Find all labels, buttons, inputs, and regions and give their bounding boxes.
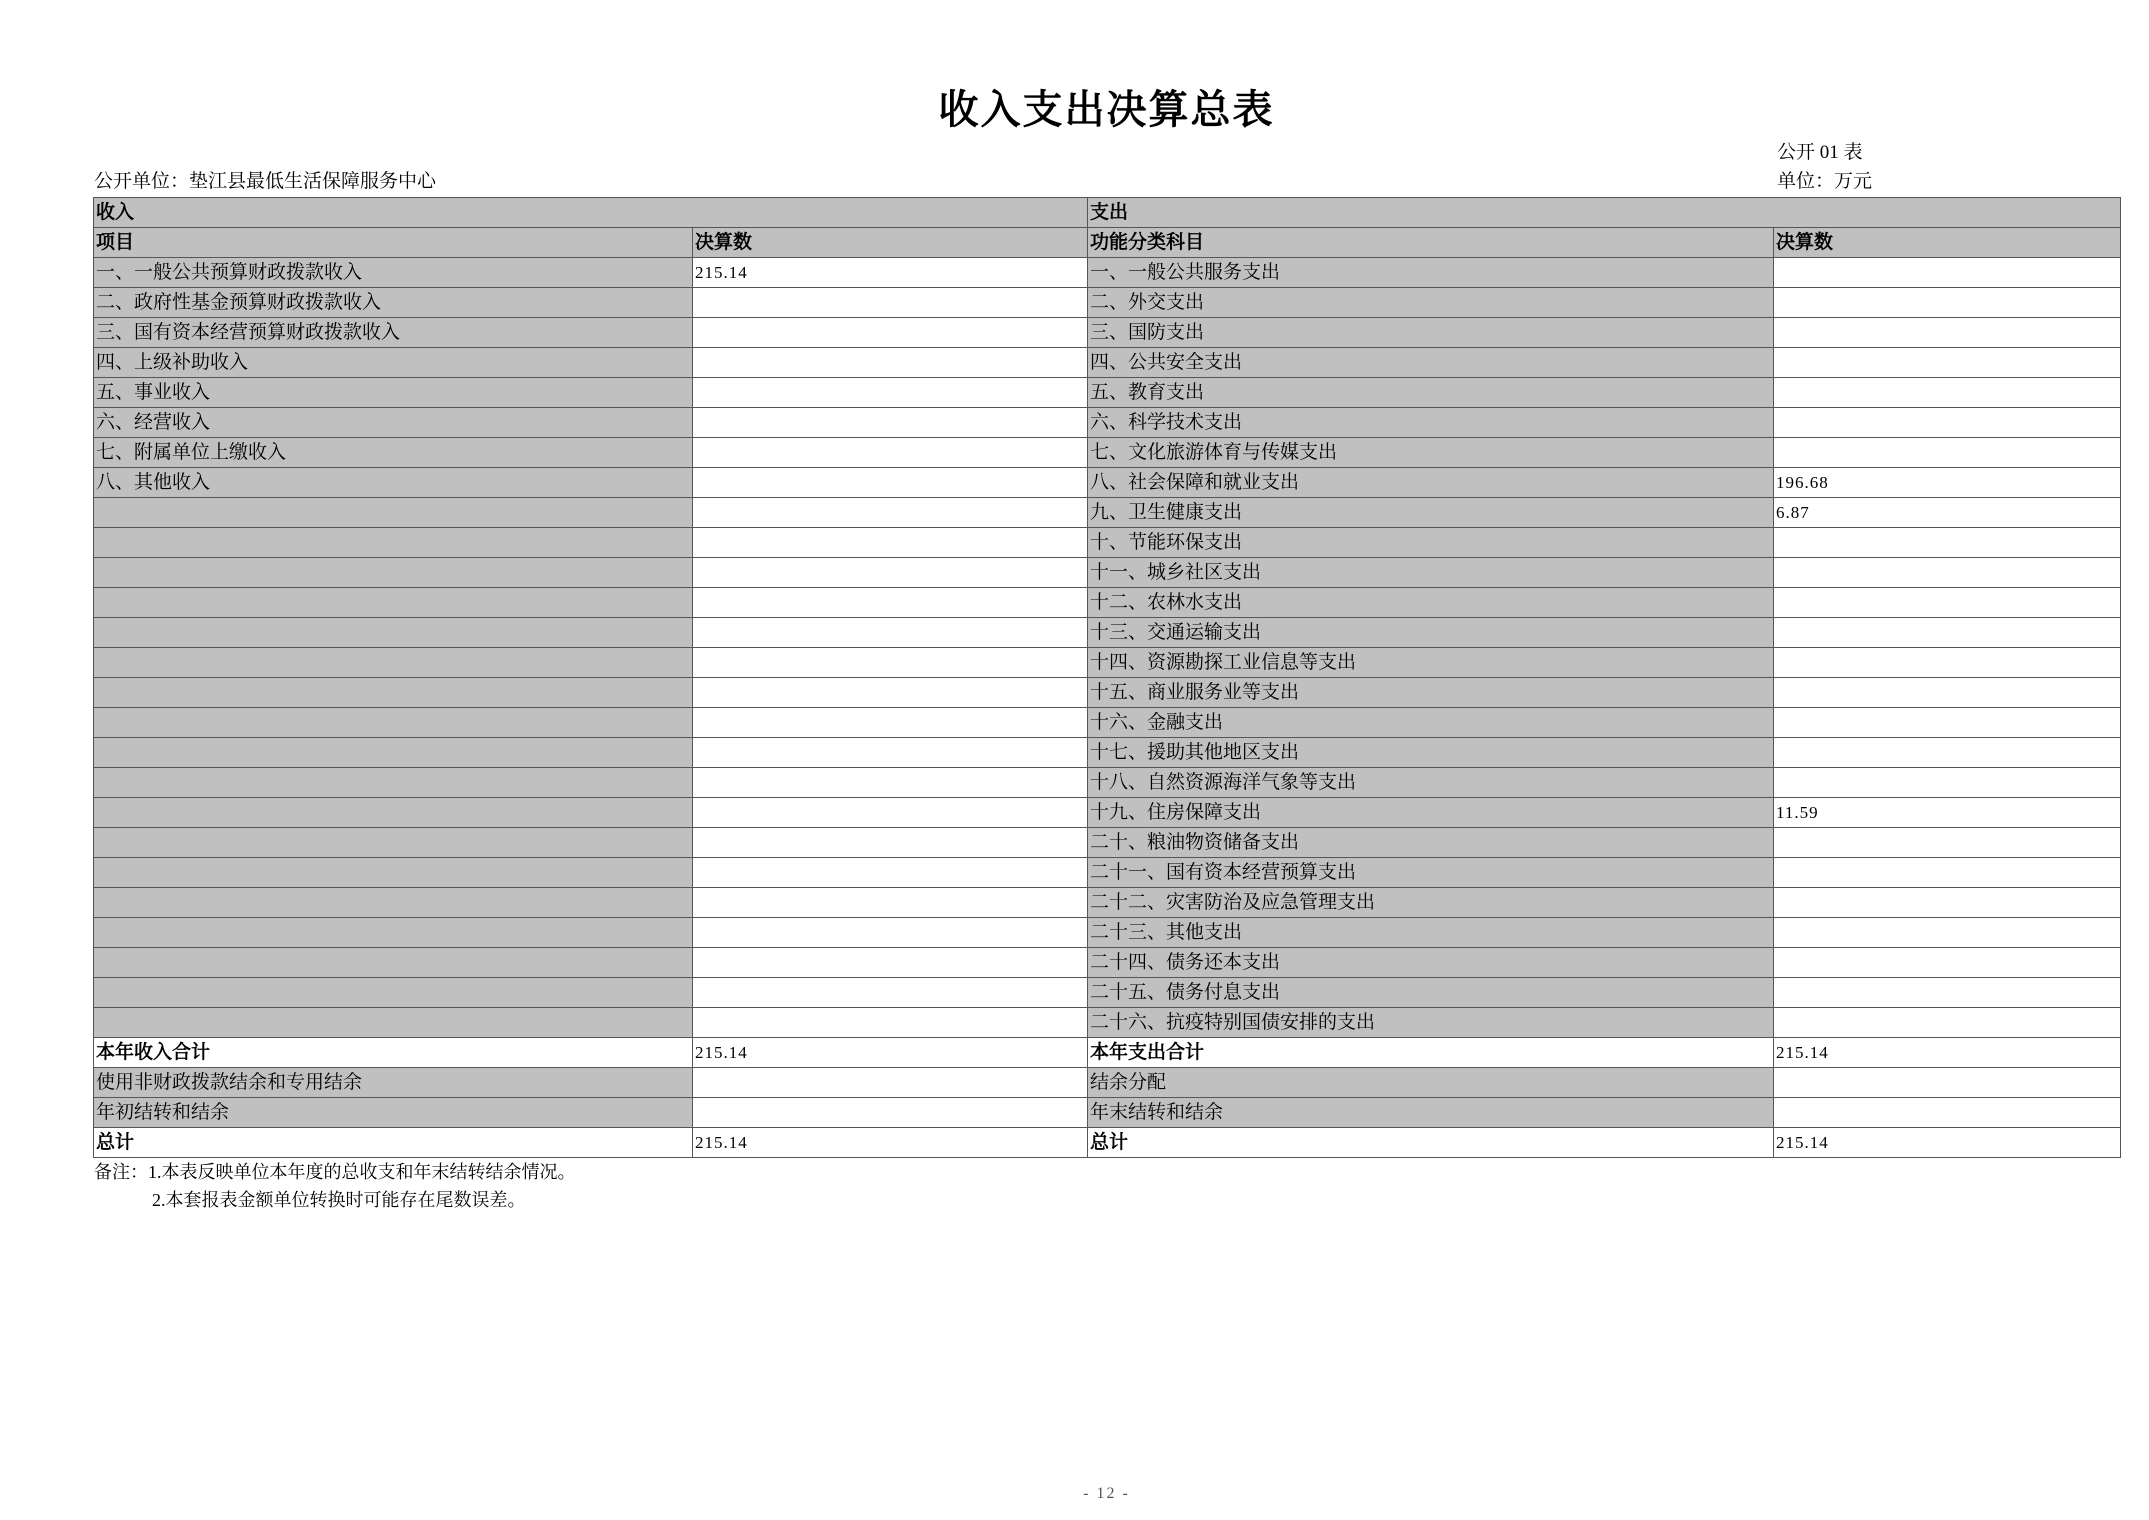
income-item-cell: 五、事业收入 <box>94 378 693 408</box>
table-row <box>94 888 2121 918</box>
expense-amount-cell <box>1774 438 2121 468</box>
summary-row <box>94 1038 2121 1068</box>
income-amount-cell <box>693 1008 1088 1038</box>
table-row <box>94 798 2121 828</box>
income-item-cell: 七、附属单位上缴收入 <box>94 438 693 468</box>
expense-amount-cell <box>1774 288 2121 318</box>
table-row <box>94 468 2121 498</box>
expense-item-cell: 二十三、其他支出 <box>1088 918 1774 948</box>
expense-item-cell: 七、文化旅游体育与传媒支出 <box>1088 438 1774 468</box>
currency-unit: 单位：万元 <box>1777 171 1873 192</box>
income-item-cell <box>94 678 693 708</box>
income-item-cell <box>94 648 693 678</box>
summary-row <box>94 1128 2121 1158</box>
expense-amount-cell <box>1774 888 2121 918</box>
expense-amount-cell <box>1774 918 2121 948</box>
expense-item-cell: 十七、援助其他地区支出 <box>1088 738 1774 768</box>
expense-amount-cell <box>1774 768 2121 798</box>
expense-amount-cell: 215.14 <box>1774 1128 2121 1158</box>
expense-item-cell: 三、国防支出 <box>1088 318 1774 348</box>
income-item-cell: 一、一般公共预算财政拨款收入 <box>94 258 693 288</box>
income-amount-cell <box>693 858 1088 888</box>
expense-item-cell: 二十四、债务还本支出 <box>1088 948 1774 978</box>
income-item-cell <box>94 888 693 918</box>
expense-item-cell: 十九、住房保障支出 <box>1088 798 1774 828</box>
income-amount-cell <box>693 618 1088 648</box>
income-amount-cell <box>693 588 1088 618</box>
expense-amount-cell <box>1774 528 2121 558</box>
income-amount-cell <box>693 348 1088 378</box>
expense-amount-cell: 196.68 <box>1774 468 2121 498</box>
expense-amount-cell: 6.87 <box>1774 498 2121 528</box>
expense-amount-cell <box>1774 1068 2121 1098</box>
income-amount-cell <box>693 1068 1088 1098</box>
income-amount-cell <box>693 408 1088 438</box>
income-amount-cell <box>693 768 1088 798</box>
note-line-1: 备注：1.本表反映单位本年度的总收支和年末结转结余情况。 <box>94 1162 576 1182</box>
expense-item-cell: 四、公共安全支出 <box>1088 348 1774 378</box>
column-header-income-amount: 决算数 <box>693 228 1088 258</box>
expense-item-cell: 二十一、国有资本经营预算支出 <box>1088 858 1774 888</box>
expense-item-cell: 结余分配 <box>1088 1068 1774 1098</box>
income-amount-cell <box>693 438 1088 468</box>
expense-item-cell: 二十五、债务付息支出 <box>1088 978 1774 1008</box>
income-amount-cell <box>693 798 1088 828</box>
expense-item-cell: 二十六、抗疫特别国债安排的支出 <box>1088 1008 1774 1038</box>
income-amount-cell <box>693 918 1088 948</box>
income-item-cell <box>94 978 693 1008</box>
expense-amount-cell <box>1774 978 2121 1008</box>
column-header-expense-amount: 决算数 <box>1774 228 2121 258</box>
table-row <box>94 738 2121 768</box>
expense-amount-cell <box>1774 558 2121 588</box>
note-line-2: 2.本套报表金额单位转换时可能存在尾数误差。 <box>152 1190 526 1210</box>
section-header-row <box>94 198 2121 228</box>
table-row <box>94 408 2121 438</box>
expense-amount-cell <box>1774 708 2121 738</box>
table-row <box>94 1008 2121 1038</box>
expense-item-cell: 十四、资源勘探工业信息等支出 <box>1088 648 1774 678</box>
income-amount-cell <box>693 528 1088 558</box>
expense-item-cell: 十、节能环保支出 <box>1088 528 1774 558</box>
summary-row <box>94 1098 2121 1128</box>
column-header-income-item: 项目 <box>94 228 693 258</box>
table-row <box>94 978 2121 1008</box>
income-item-cell: 六、经营收入 <box>94 408 693 438</box>
income-item-cell <box>94 768 693 798</box>
expense-item-cell: 十三、交通运输支出 <box>1088 618 1774 648</box>
expense-amount-cell: 11.59 <box>1774 798 2121 828</box>
income-amount-cell <box>693 318 1088 348</box>
income-amount-cell <box>693 378 1088 408</box>
table-row <box>94 948 2121 978</box>
table-row <box>94 708 2121 738</box>
income-item-cell <box>94 798 693 828</box>
income-amount-cell <box>693 708 1088 738</box>
income-expense-table <box>93 197 2121 1158</box>
income-amount-cell <box>693 1098 1088 1128</box>
expense-amount-cell <box>1774 828 2121 858</box>
income-amount-cell: 215.14 <box>693 1038 1088 1068</box>
table-row <box>94 318 2121 348</box>
income-amount-cell <box>693 678 1088 708</box>
expense-amount-cell <box>1774 618 2121 648</box>
expense-amount-cell: 215.14 <box>1774 1038 2121 1068</box>
income-item-cell <box>94 858 693 888</box>
table-row <box>94 828 2121 858</box>
expense-amount-cell <box>1774 1098 2121 1128</box>
expense-item-cell: 六、科学技术支出 <box>1088 408 1774 438</box>
expense-item-cell: 五、教育支出 <box>1088 378 1774 408</box>
table-row <box>94 768 2121 798</box>
income-item-cell <box>94 618 693 648</box>
income-item-cell: 使用非财政拨款结余和专用结余 <box>94 1068 693 1098</box>
income-amount-cell: 215.14 <box>693 1128 1088 1158</box>
income-amount-cell <box>693 888 1088 918</box>
income-item-cell: 二、政府性基金预算财政拨款收入 <box>94 288 693 318</box>
expense-item-cell: 十二、农林水支出 <box>1088 588 1774 618</box>
income-item-cell: 总计 <box>94 1128 693 1158</box>
income-item-cell <box>94 498 693 528</box>
expense-amount-cell <box>1774 378 2121 408</box>
expense-item-cell: 二十、粮油物资储备支出 <box>1088 828 1774 858</box>
income-item-cell: 三、国有资本经营预算财政拨款收入 <box>94 318 693 348</box>
expense-amount-cell <box>1774 738 2121 768</box>
expense-item-cell: 十五、商业服务业等支出 <box>1088 678 1774 708</box>
reporting-unit: 公开单位：垫江县最低生活保障服务中心 <box>94 171 437 192</box>
expense-amount-cell <box>1774 408 2121 438</box>
income-amount-cell: 215.14 <box>693 258 1088 288</box>
expense-item-cell: 本年支出合计 <box>1088 1038 1774 1068</box>
page-number: - 12 - <box>1083 1485 1130 1502</box>
table-row <box>94 258 2121 288</box>
table-row <box>94 588 2121 618</box>
expense-amount-cell <box>1774 858 2121 888</box>
expense-item-cell: 二、外交支出 <box>1088 288 1774 318</box>
income-item-cell <box>94 528 693 558</box>
expense-amount-cell <box>1774 258 2121 288</box>
income-amount-cell <box>693 648 1088 678</box>
income-amount-cell <box>693 738 1088 768</box>
page-title: 收入支出决算总表 <box>938 88 1275 132</box>
expense-item-cell: 十六、金融支出 <box>1088 708 1774 738</box>
form-number: 公开 01 表 <box>1777 142 1863 163</box>
expense-item-cell: 九、卫生健康支出 <box>1088 498 1774 528</box>
expense-item-cell: 年末结转和结余 <box>1088 1098 1774 1128</box>
table-row <box>94 528 2121 558</box>
table-row <box>94 618 2121 648</box>
income-item-cell: 本年收入合计 <box>94 1038 693 1068</box>
income-item-cell <box>94 738 693 768</box>
table-row <box>94 648 2121 678</box>
table-body <box>94 198 2121 1158</box>
table-row <box>94 558 2121 588</box>
income-item-cell: 八、其他收入 <box>94 468 693 498</box>
income-amount-cell <box>693 948 1088 978</box>
income-item-cell <box>94 948 693 978</box>
income-section-header: 收入 <box>94 198 1088 228</box>
expense-amount-cell <box>1774 318 2121 348</box>
income-item-cell <box>94 828 693 858</box>
income-item-cell <box>94 1008 693 1038</box>
income-item-cell: 四、上级补助收入 <box>94 348 693 378</box>
table-row <box>94 918 2121 948</box>
expense-item-cell: 十八、自然资源海洋气象等支出 <box>1088 768 1774 798</box>
column-header-row <box>94 228 2121 258</box>
column-header-expense-item: 功能分类科目 <box>1088 228 1774 258</box>
summary-row <box>94 1068 2121 1098</box>
expense-item-cell: 总计 <box>1088 1128 1774 1158</box>
expense-section-header: 支出 <box>1088 198 2121 228</box>
expense-item-cell: 二十二、灾害防治及应急管理支出 <box>1088 888 1774 918</box>
income-item-cell <box>94 588 693 618</box>
table-row <box>94 438 2121 468</box>
income-amount-cell <box>693 468 1088 498</box>
expense-amount-cell <box>1774 678 2121 708</box>
income-item-cell <box>94 708 693 738</box>
expense-item-cell: 一、一般公共服务支出 <box>1088 258 1774 288</box>
income-amount-cell <box>693 558 1088 588</box>
expense-amount-cell <box>1774 648 2121 678</box>
table-row <box>94 378 2121 408</box>
income-item-cell <box>94 918 693 948</box>
table-row <box>94 498 2121 528</box>
table-row <box>94 858 2121 888</box>
expense-amount-cell <box>1774 948 2121 978</box>
income-amount-cell <box>693 828 1088 858</box>
expense-amount-cell <box>1774 348 2121 378</box>
income-item-cell <box>94 558 693 588</box>
expense-item-cell: 十一、城乡社区支出 <box>1088 558 1774 588</box>
table-row <box>94 678 2121 708</box>
income-amount-cell <box>693 978 1088 1008</box>
income-amount-cell <box>693 498 1088 528</box>
table-row <box>94 288 2121 318</box>
expense-amount-cell <box>1774 1008 2121 1038</box>
expense-amount-cell <box>1774 588 2121 618</box>
income-item-cell: 年初结转和结余 <box>94 1098 693 1128</box>
income-amount-cell <box>693 288 1088 318</box>
expense-item-cell: 八、社会保障和就业支出 <box>1088 468 1774 498</box>
table-row <box>94 348 2121 378</box>
